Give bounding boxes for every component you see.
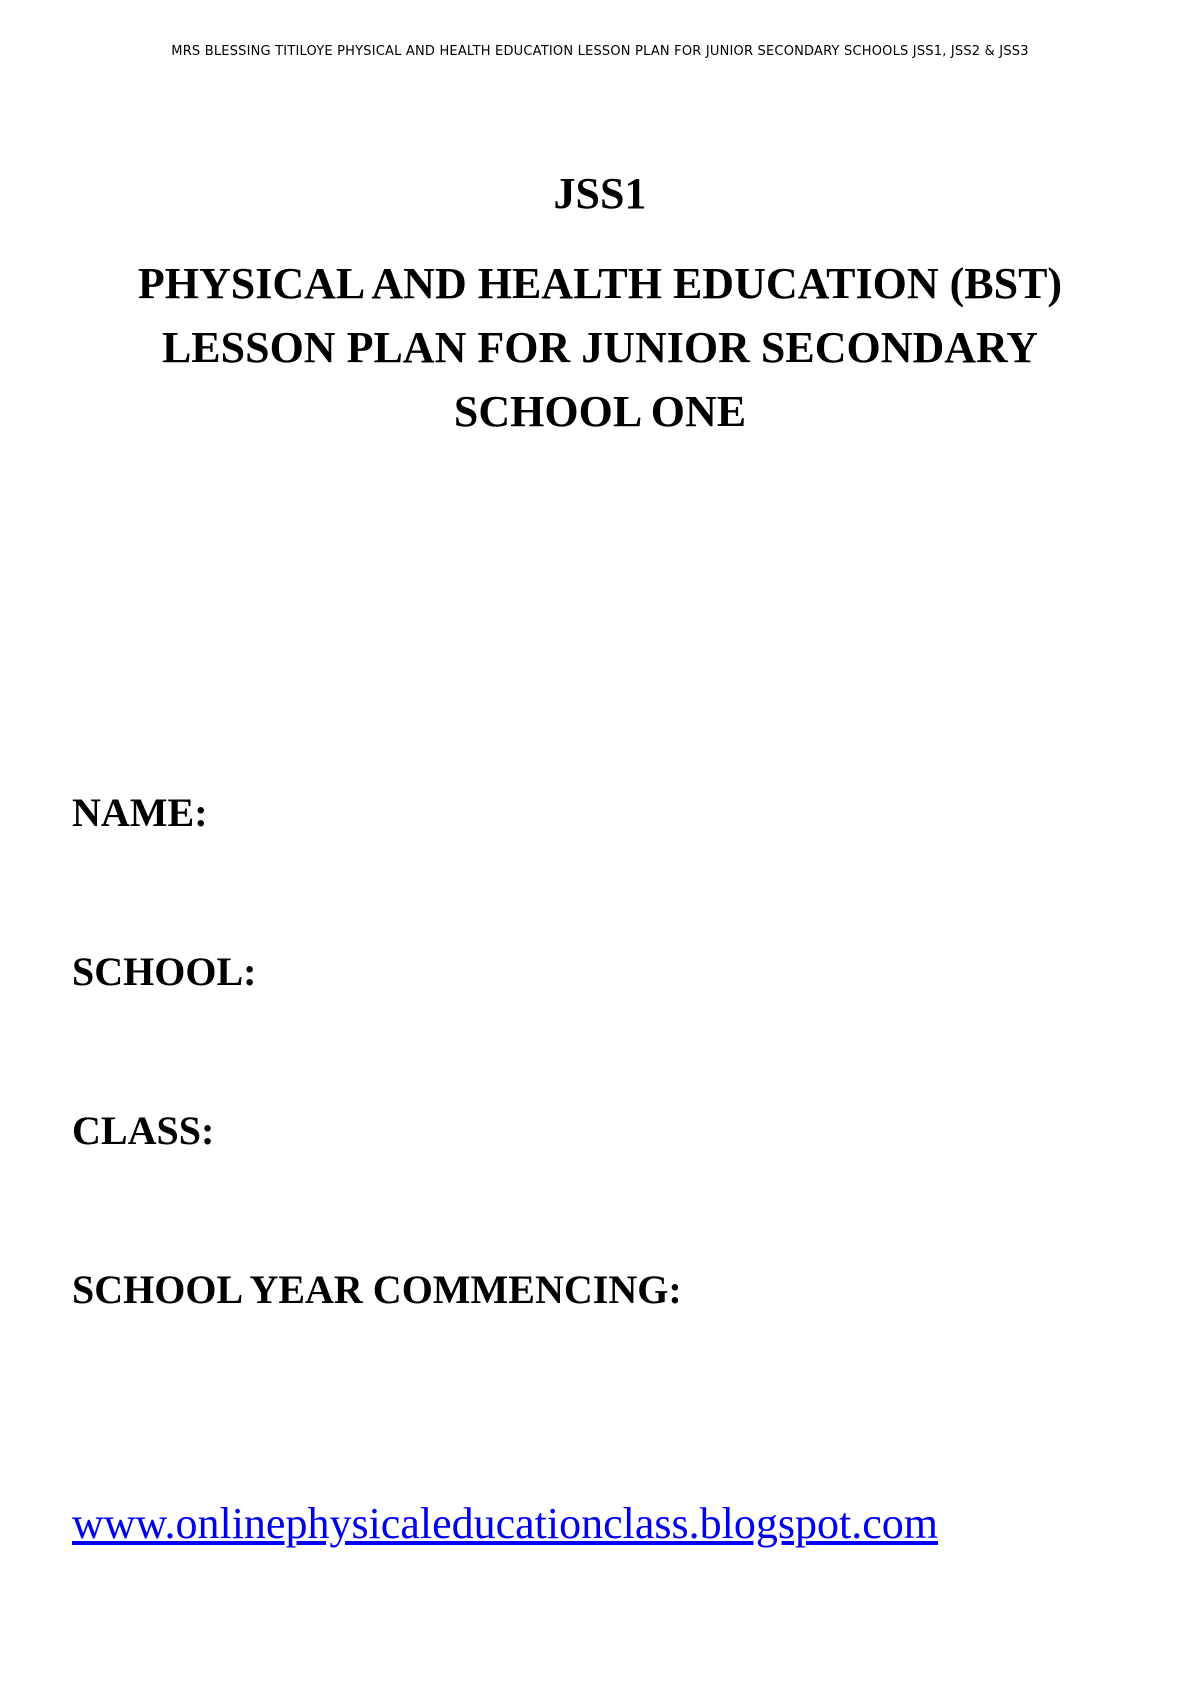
document-title-line-2: LESSON PLAN FOR JUNIOR SECONDARY: [161, 323, 1039, 372]
class-field-label: CLASS:: [72, 1108, 215, 1153]
school-field-label: SCHOOL:: [72, 949, 257, 994]
document-title: [60, 252, 1140, 444]
document-title-line-1: PHYSICAL AND HEALTH EDUCATION (BST): [137, 259, 1063, 308]
school-year-field-label: SCHOOL YEAR COMMENCING:: [72, 1267, 682, 1312]
name-field-label: NAME:: [72, 790, 208, 835]
website-link[interactable]: www.onlinephysicaleducationclass.blogspot.com: [72, 1499, 938, 1548]
running-header: MRS BLESSING TITILOYE PHYSICAL AND HEALTH EDUCATION LESSON PLAN FOR JUNIOR SECONDARY SCHOOLS JSS1, JSS2 & JSS3: [171, 44, 1029, 59]
class-code-heading: JSS1: [553, 169, 647, 218]
document-title-line-3: SCHOOL ONE: [453, 387, 747, 436]
